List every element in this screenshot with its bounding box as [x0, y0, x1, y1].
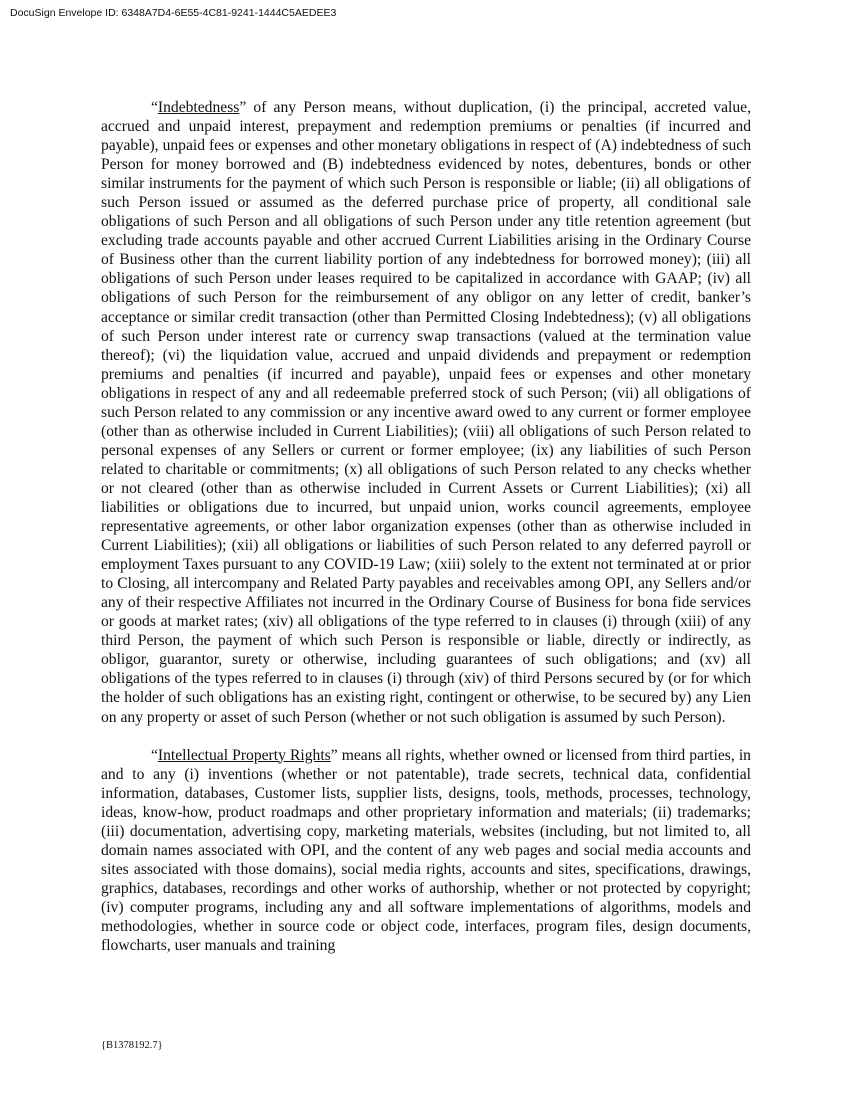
definition-indebtedness — [101, 98, 751, 727]
definition-body-indebtedness: ” of any Person means, without duplication, (i) the principal, accreted value, accrued and unpaid interest, prepayment and redemption premiums or penalties (if incurred and payable), unpaid fees or expenses and other monetary obligations in respect of (A) indebtedness of such Person for money borrowed and (B) indebtedness evidenced by notes, debentures, bonds or other similar instruments for the payment of which such Person is responsible or liable; (ii) all obligations of such Person issued or assumed as the deferred purchase price of property, all conditional sale obligations of such Person and all obligations of such Person under any title retention agreement (but excluding trade accounts payable and other accrued Current Liabilities arising in the Ordinary Course of Business other than the current liability portion of any indebtedness for borrowed money); (iii) all obligations of such Person under leases required to be capitalized in accordance with GAAP; (iv) all obligations of such Person for the reimbursement of any obligor on any letter of credit, banker’s acceptance or similar credit transaction (other than Permitted Closing Indebtedness); (v) all obligations of such Person under interest rate or currency swap transactions (valued at the termination value thereof); (vi) the liquidation value, accrued and unpaid dividends and prepayment or redemption premiums and penalties (if incurred and payable), unpaid fees or expenses and other monetary obligations in respect of any and all redeemable preferred stock of such Person; (vii) all obligations of such Person related to any commission or any incentive award owed to any current or former employee (other than as otherwise included in Current Liabilities); (viii) all obligations of such Person related to personal expenses of any Sellers or current or former employee; (ix) any liabilities of such Person related to charitable or commitments; (x) all obligations of such Person related to any checks whether or not cleared (other than as otherwise included in Current Assets or Current Liabilities); (xi) all liabilities or obligations due to incurred, but unpaid union, works council agreements, employee representative agreements, or other labor organization expenses (other than as otherwise included in Current Liabilities); (xii) all obligations or liabilities of such Person related to any deferred payroll or employment Taxes pursuant to any COVID-19 Law; (xiii) solely to the extent not terminated at or prior to Closing, all intercompany and Related Party payables and receivables among OPI, any Sellers and/or any of their respective Affiliates not incurred in the Ordinary Course of Business for bona fide services or goods at market rates; (xiv) all obligations of the type referred to in clauses (i) through (xiii) of any third Person, the payment of which such Person is responsible or liable, directly or indirectly, as obligor, guarantor, surety or otherwise, including guarantees of such obligations; and (xv) all obligations of the types referred to in clauses (i) through (xiv) of third Persons secured by (or for which the holder of such obligations has an existing right, contingent or otherwise, to be secured by) any Lien on any property or asset of such Person (whether or not such obligation is assumed by such Person). — [101, 99, 751, 726]
document-body — [101, 98, 751, 955]
defined-term-indebtedness: Indebtedness — [157, 99, 240, 116]
defined-term-intellectual-property-rights: Intellectual Property Rights — [157, 746, 331, 764]
envelope-id: DocuSign Envelope ID: 6348A7D4-6E55-4C81-9241-1444C5AEDEE3 — [10, 7, 337, 19]
definition-open-quote: “ — [151, 746, 158, 764]
definition-intellectual-property-rights — [101, 746, 751, 956]
footer-document-code: {B1378192.7} — [101, 1040, 163, 1051]
definition-open-quote: “ — [151, 99, 158, 116]
definition-body-intellectual-property-rights: ” means all rights, whether owned or licensed from third parties, in and to any (i) inventions (whether or not patentable), trade secrets, technical data, confidential information, databases, Customer lists, supplier lists, designs, tools, methods, processes, technology, ideas, know-how, product roadmaps and other proprietary information and materials; (ii) trademarks; (iii) documentation, advertising copy, marketing materials, websites (including, but not limited to, all domain names associated with OPI, and the content of any web pages and social media accounts and sites associated with those domains), social media rights, accounts and sites, specifications, drawings, graphics, databases, recordings and other works of authorship, whether or not protected by copyright; (iv) computer programs, including any and all software implementations of algorithms, models and methodologies, whether in source code or object code, interfaces, program files, design documents, flowcharts, user manuals and training — [101, 746, 751, 955]
